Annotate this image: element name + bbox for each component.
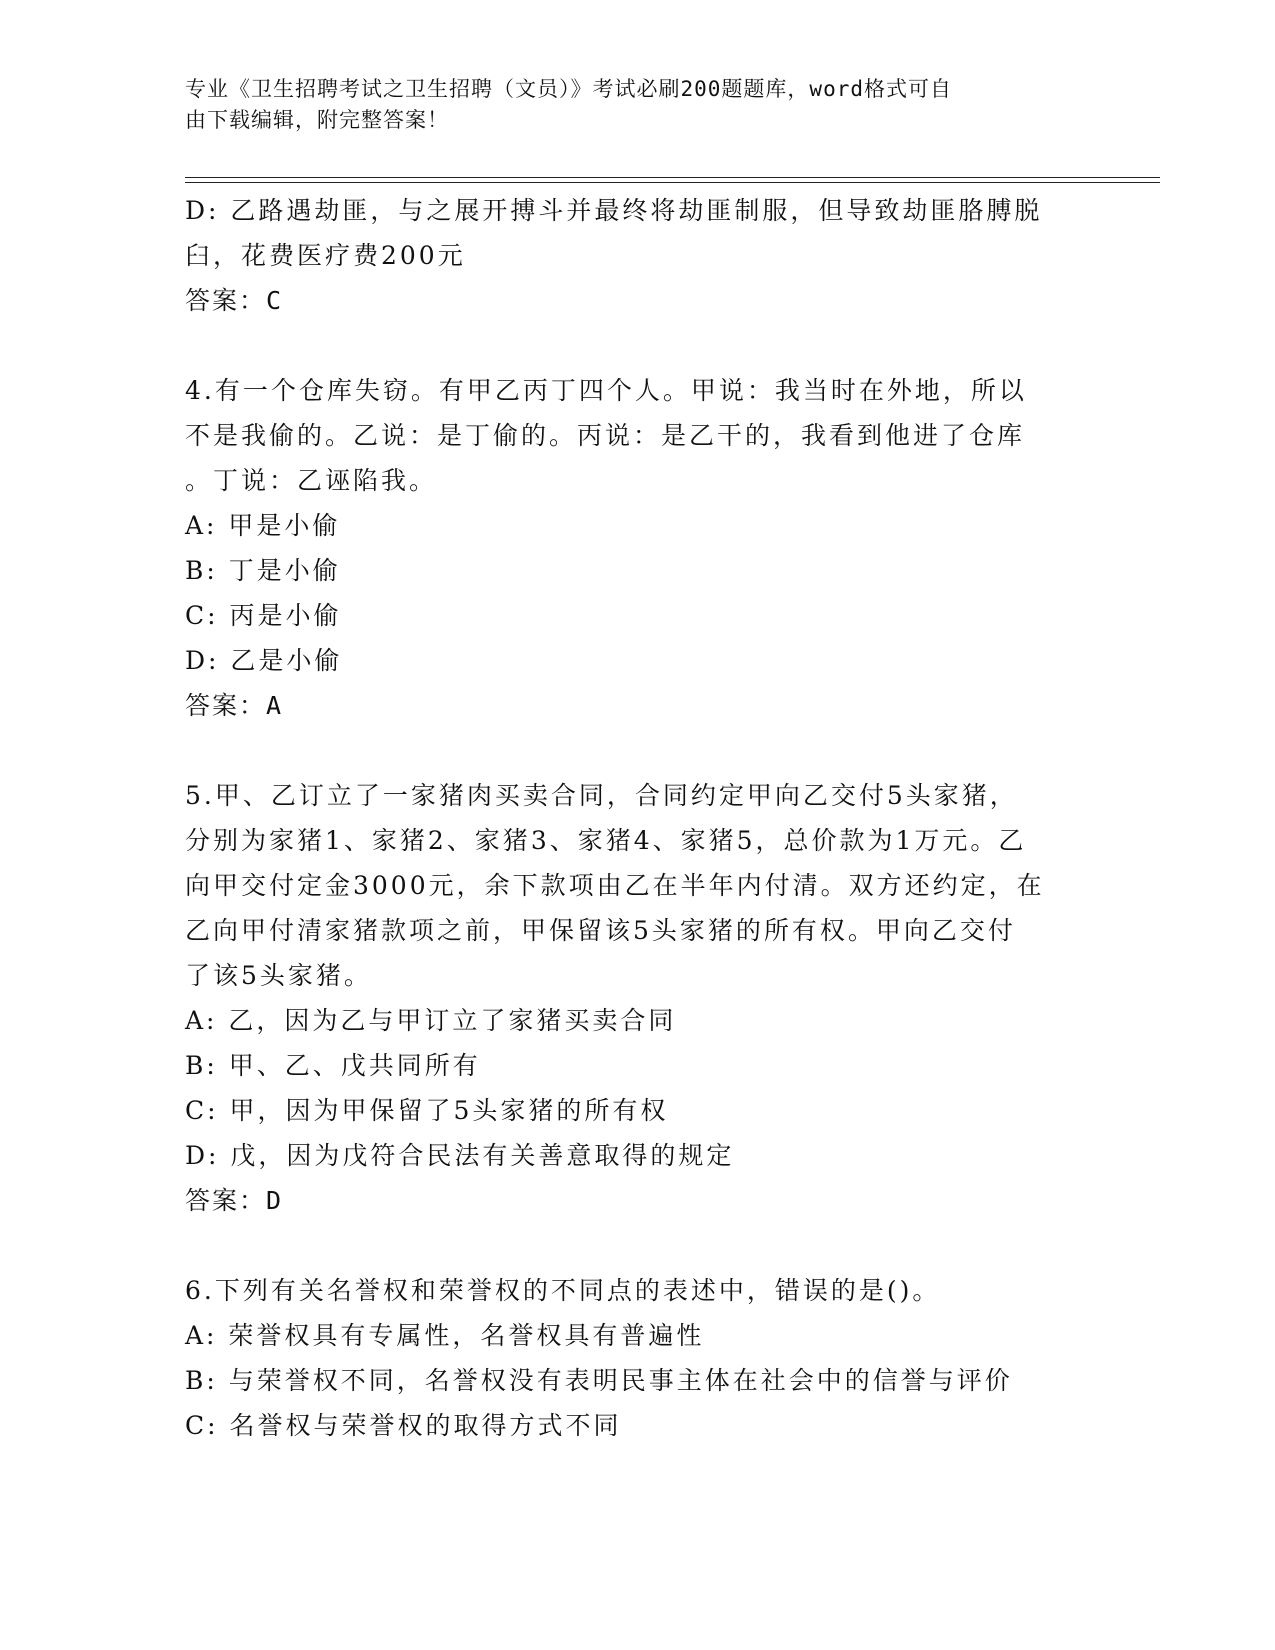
option-line: C: 名誉权与荣誉权的取得方式不同 — [185, 1411, 622, 1440]
answer-line: 答案：D — [185, 1186, 284, 1215]
answer-line: 答案：A — [185, 691, 284, 720]
question-block — [185, 368, 1085, 728]
spacer — [185, 1223, 1085, 1268]
question-block — [185, 1268, 1085, 1448]
header-line-1: 专业《卫生招聘考试之卫生招聘（文员）》考试必刷200题题库，word格式可自 — [185, 77, 952, 101]
option-line: B: 甲、乙、戊共同所有 — [185, 1051, 481, 1080]
header-rule-bottom — [185, 182, 1160, 183]
header-rule-top — [185, 177, 1160, 178]
question-text-line: 。丁说：乙诬陷我。 — [185, 466, 438, 495]
question-text-line: 不是我偷的。乙说：是丁偷的。丙说：是乙干的，我看到他进了仓库 — [185, 421, 1026, 450]
spacer — [185, 728, 1085, 773]
document-header — [185, 74, 1065, 136]
option-line: A: 甲是小偷 — [185, 511, 341, 540]
question-list — [185, 188, 1085, 1448]
option-line: B: 丁是小偷 — [185, 556, 341, 585]
spacer — [185, 323, 1085, 368]
question-text-line: 分别为家猪1、家猪2、家猪3、家猪4、家猪5，总价款为1万元。乙 — [185, 826, 1027, 855]
question-block — [185, 773, 1085, 1223]
question-text-line: 乙向甲付清家猪款项之前，甲保留该5头家猪的所有权。甲向乙交付 — [185, 916, 1016, 945]
question-text-line: 6.下列有关名誉权和荣誉权的不同点的表述中，错误的是()。 — [185, 1276, 941, 1305]
option-line: B: 与荣誉权不同，名誉权没有表明民事主体在社会中的信誉与评价 — [185, 1366, 1013, 1395]
question-text-line: 了该5头家猪。 — [185, 961, 372, 990]
option-line: A: 荣誉权具有专属性，名誉权具有普遍性 — [185, 1321, 705, 1350]
answer-line: 答案：C — [185, 286, 284, 315]
question-text-line: 4.有一个仓库失窃。有甲乙丙丁四个人。甲说：我当时在外地，所以 — [185, 376, 1027, 405]
question-block — [185, 188, 1085, 323]
question-text-line: 臼，花费医疗费200元 — [185, 241, 466, 270]
option-line: D: 戊，因为戊符合民法有关善意取得的规定 — [185, 1141, 735, 1170]
question-text-line: 5.甲、乙订立了一家猪肉买卖合同，合同约定甲向乙交付5头家猪， — [185, 781, 1018, 810]
question-text-line: D: 乙路遇劫匪，与之展开搏斗并最终将劫匪制服，但导致劫匪胳膊脱 — [185, 196, 1043, 225]
option-line: C: 丙是小偷 — [185, 601, 342, 630]
question-text-line: 向甲交付定金3000元，余下款项由乙在半年内付清。双方还约定，在 — [185, 871, 1045, 900]
option-line: D: 乙是小偷 — [185, 646, 343, 675]
option-line: C: 甲，因为甲保留了5头家猪的所有权 — [185, 1096, 669, 1125]
option-line: A: 乙，因为乙与甲订立了家猪买卖合同 — [185, 1006, 677, 1035]
header-line-2: 由下载编辑，附完整答案！ — [185, 108, 449, 132]
